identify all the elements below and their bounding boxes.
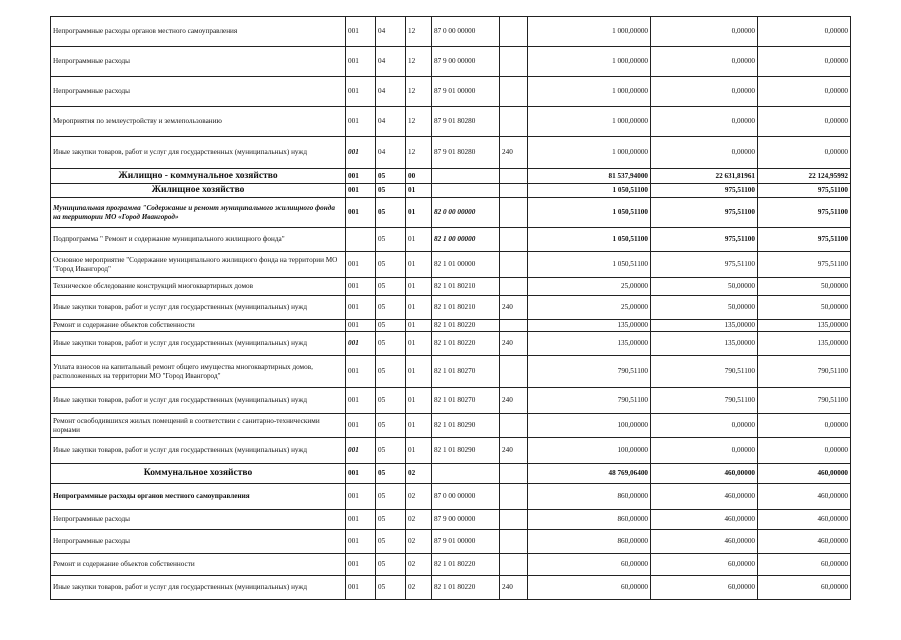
table-row (51, 464, 851, 484)
table-row (51, 332, 851, 356)
section-code-cell: 04 (376, 137, 406, 169)
expense-name-cell: Непрограммные расходы (51, 510, 346, 530)
amount-year-1-cell: 100,00000 (528, 438, 651, 464)
amount-year-2-cell: 975,51100 (651, 198, 758, 228)
expense-type-code-cell (500, 320, 528, 332)
target-article-code-cell: 87 9 01 00000 (432, 77, 500, 107)
section-code-cell: 05 (376, 464, 406, 484)
table-row (51, 47, 851, 77)
section-code-cell: 04 (376, 77, 406, 107)
amount-year-1-cell: 135,00000 (528, 332, 651, 356)
amount-year-3-cell: 975,51100 (758, 252, 851, 278)
target-article-code-cell: 82 1 01 80220 (432, 320, 500, 332)
grbs-code-cell: 001 (346, 47, 376, 77)
amount-year-3-cell: 460,00000 (758, 510, 851, 530)
amount-year-3-cell: 60,00000 (758, 576, 851, 600)
subsection-code-cell: 01 (406, 252, 432, 278)
amount-year-2-cell: 0,00000 (651, 438, 758, 464)
table-row (51, 438, 851, 464)
amount-year-2-cell: 460,00000 (651, 510, 758, 530)
amount-year-2-cell: 790,51100 (651, 388, 758, 414)
target-article-code-cell: 87 9 01 80280 (432, 137, 500, 169)
target-article-code-cell: 82 1 01 80290 (432, 438, 500, 464)
amount-year-1-cell: 790,51100 (528, 356, 651, 388)
target-article-code-cell: 82 1 01 00000 (432, 252, 500, 278)
amount-year-3-cell: 460,00000 (758, 530, 851, 554)
subsection-code-cell: 00 (406, 169, 432, 184)
amount-year-3-cell: 135,00000 (758, 332, 851, 356)
table-row (51, 356, 851, 388)
amount-year-1-cell: 1 000,00000 (528, 77, 651, 107)
expense-name-cell: Жилищное хозяйство (51, 184, 346, 198)
table-row (51, 388, 851, 414)
amount-year-2-cell: 0,00000 (651, 77, 758, 107)
target-article-code-cell: 82 1 01 80220 (432, 554, 500, 576)
amount-year-3-cell: 790,51100 (758, 388, 851, 414)
target-article-code-cell: 82 1 01 80220 (432, 576, 500, 600)
table-row (51, 576, 851, 600)
amount-year-2-cell: 50,00000 (651, 296, 758, 320)
expense-name-cell: Иные закупки товаров, работ и услуг для государственных (муниципальных) нужд (51, 137, 346, 169)
amount-year-1-cell: 1 000,00000 (528, 17, 651, 47)
table-row (51, 414, 851, 438)
expense-type-code-cell: 240 (500, 388, 528, 414)
amount-year-2-cell: 50,00000 (651, 278, 758, 296)
table-row (51, 169, 851, 184)
subsection-code-cell: 12 (406, 107, 432, 137)
section-code-cell: 05 (376, 320, 406, 332)
section-code-cell: 05 (376, 576, 406, 600)
expense-name-cell: Мероприятия по землеустройству и землепользованию (51, 107, 346, 137)
amount-year-3-cell: 0,00000 (758, 137, 851, 169)
amount-year-3-cell: 22 124,95992 (758, 169, 851, 184)
subsection-code-cell: 01 (406, 228, 432, 252)
grbs-code-cell (346, 228, 376, 252)
section-code-cell: 05 (376, 510, 406, 530)
amount-year-2-cell: 135,00000 (651, 332, 758, 356)
amount-year-1-cell: 135,00000 (528, 320, 651, 332)
expense-type-code-cell (500, 77, 528, 107)
subsection-code-cell: 01 (406, 296, 432, 320)
subsection-code-cell: 01 (406, 388, 432, 414)
amount-year-1-cell: 1 050,51100 (528, 252, 651, 278)
target-article-code-cell (432, 464, 500, 484)
grbs-code-cell: 001 (346, 320, 376, 332)
amount-year-1-cell: 1 000,00000 (528, 107, 651, 137)
table-row (51, 107, 851, 137)
amount-year-1-cell: 860,00000 (528, 530, 651, 554)
table-row (51, 296, 851, 320)
subsection-code-cell: 02 (406, 510, 432, 530)
amount-year-1-cell: 25,00000 (528, 278, 651, 296)
expense-name-cell: Муниципальная программа "Содержание и ремонт муниципального жилищного фонда на территории МО «Город Ивангород» (51, 198, 346, 228)
target-article-code-cell: 82 1 01 80270 (432, 356, 500, 388)
subsection-code-cell: 12 (406, 47, 432, 77)
expense-type-code-cell (500, 484, 528, 510)
subsection-code-cell: 01 (406, 356, 432, 388)
amount-year-3-cell: 60,00000 (758, 554, 851, 576)
expense-type-code-cell (500, 184, 528, 198)
table-row (51, 228, 851, 252)
target-article-code-cell: 82 0 00 00000 (432, 198, 500, 228)
amount-year-2-cell: 22 631,81961 (651, 169, 758, 184)
grbs-code-cell: 001 (346, 77, 376, 107)
amount-year-3-cell: 0,00000 (758, 414, 851, 438)
expense-type-code-cell (500, 228, 528, 252)
table-row (51, 17, 851, 47)
expense-type-code-cell (500, 47, 528, 77)
expense-type-code-cell: 240 (500, 332, 528, 356)
grbs-code-cell: 001 (346, 17, 376, 47)
target-article-code-cell: 82 1 00 00000 (432, 228, 500, 252)
subsection-code-cell: 02 (406, 484, 432, 510)
expense-name-cell: Ремонт и содержание объектов собственности (51, 554, 346, 576)
target-article-code-cell: 87 9 01 80280 (432, 107, 500, 137)
expense-name-cell: Непрограммные расходы (51, 77, 346, 107)
grbs-code-cell: 001 (346, 464, 376, 484)
amount-year-3-cell: 50,00000 (758, 278, 851, 296)
amount-year-1-cell: 1 050,51100 (528, 228, 651, 252)
target-article-code-cell: 87 0 00 00000 (432, 17, 500, 47)
expense-type-code-cell (500, 278, 528, 296)
section-code-cell: 04 (376, 17, 406, 47)
grbs-code-cell: 001 (346, 530, 376, 554)
grbs-code-cell: 001 (346, 137, 376, 169)
amount-year-3-cell: 0,00000 (758, 17, 851, 47)
amount-year-3-cell: 790,51100 (758, 356, 851, 388)
amount-year-3-cell: 0,00000 (758, 438, 851, 464)
target-article-code-cell: 82 1 01 80220 (432, 332, 500, 356)
target-article-code-cell (432, 169, 500, 184)
amount-year-1-cell: 81 537,94000 (528, 169, 651, 184)
amount-year-3-cell: 975,51100 (758, 198, 851, 228)
amount-year-2-cell: 60,00000 (651, 554, 758, 576)
target-article-code-cell: 87 9 00 00000 (432, 510, 500, 530)
amount-year-1-cell: 790,51100 (528, 388, 651, 414)
section-code-cell: 05 (376, 530, 406, 554)
amount-year-1-cell: 60,00000 (528, 554, 651, 576)
table-row (51, 77, 851, 107)
expense-type-code-cell: 240 (500, 296, 528, 320)
target-article-code-cell: 87 9 01 00000 (432, 530, 500, 554)
expense-type-code-cell (500, 169, 528, 184)
amount-year-2-cell: 135,00000 (651, 320, 758, 332)
expense-name-cell: Иные закупки товаров, работ и услуг для государственных (муниципальных) нужд (51, 388, 346, 414)
amount-year-2-cell: 790,51100 (651, 356, 758, 388)
amount-year-3-cell: 460,00000 (758, 464, 851, 484)
subsection-code-cell: 02 (406, 530, 432, 554)
grbs-code-cell: 001 (346, 510, 376, 530)
grbs-code-cell: 001 (346, 296, 376, 320)
amount-year-2-cell: 975,51100 (651, 184, 758, 198)
section-code-cell: 05 (376, 438, 406, 464)
grbs-code-cell: 001 (346, 198, 376, 228)
amount-year-1-cell: 25,00000 (528, 296, 651, 320)
expense-name-cell: Основное мероприятие "Содержание муниципального жилищного фонда на территории МО "Город Ивангород" (51, 252, 346, 278)
expense-name-cell: Жилищно - коммунальное хозяйство (51, 169, 346, 184)
expense-name-cell: Непрограммные расходы органов местного самоуправления (51, 17, 346, 47)
amount-year-2-cell: 460,00000 (651, 484, 758, 510)
subsection-code-cell: 01 (406, 320, 432, 332)
amount-year-1-cell: 1 000,00000 (528, 137, 651, 169)
target-article-code-cell: 82 1 01 80270 (432, 388, 500, 414)
expense-type-code-cell (500, 554, 528, 576)
expense-type-code-cell (500, 464, 528, 484)
grbs-code-cell: 001 (346, 107, 376, 137)
expense-name-cell: Непрограммные расходы (51, 530, 346, 554)
amount-year-2-cell: 460,00000 (651, 464, 758, 484)
grbs-code-cell: 001 (346, 554, 376, 576)
subsection-code-cell: 01 (406, 184, 432, 198)
amount-year-2-cell: 0,00000 (651, 137, 758, 169)
expense-type-code-cell (500, 356, 528, 388)
amount-year-1-cell: 60,00000 (528, 576, 651, 600)
section-code-cell: 05 (376, 554, 406, 576)
section-code-cell: 05 (376, 228, 406, 252)
grbs-code-cell: 001 (346, 438, 376, 464)
expense-type-code-cell (500, 510, 528, 530)
expense-type-code-cell: 240 (500, 576, 528, 600)
amount-year-3-cell: 460,00000 (758, 484, 851, 510)
expense-type-code-cell (500, 252, 528, 278)
table-row (51, 530, 851, 554)
amount-year-3-cell: 975,51100 (758, 184, 851, 198)
section-code-cell: 05 (376, 414, 406, 438)
table-row (51, 198, 851, 228)
subsection-code-cell: 01 (406, 278, 432, 296)
amount-year-1-cell: 1 000,00000 (528, 47, 651, 77)
amount-year-3-cell: 0,00000 (758, 77, 851, 107)
table-row (51, 278, 851, 296)
amount-year-3-cell: 975,51100 (758, 228, 851, 252)
target-article-code-cell: 82 1 01 80210 (432, 296, 500, 320)
grbs-code-cell: 001 (346, 332, 376, 356)
grbs-code-cell: 001 (346, 169, 376, 184)
target-article-code-cell (432, 184, 500, 198)
section-code-cell: 04 (376, 47, 406, 77)
table-row (51, 184, 851, 198)
amount-year-3-cell: 0,00000 (758, 47, 851, 77)
subsection-code-cell: 02 (406, 554, 432, 576)
expense-type-code-cell (500, 107, 528, 137)
table-row (51, 484, 851, 510)
table-body (51, 17, 851, 600)
expense-type-code-cell: 240 (500, 438, 528, 464)
grbs-code-cell: 001 (346, 278, 376, 296)
subsection-code-cell: 01 (406, 332, 432, 356)
subsection-code-cell: 12 (406, 77, 432, 107)
grbs-code-cell: 001 (346, 252, 376, 278)
amount-year-2-cell: 0,00000 (651, 17, 758, 47)
section-code-cell: 05 (376, 388, 406, 414)
expense-name-cell: Коммунальное хозяйство (51, 464, 346, 484)
expense-type-code-cell (500, 530, 528, 554)
expense-name-cell: Иные закупки товаров, работ и услуг для государственных (муниципальных) нужд (51, 438, 346, 464)
budget-table (50, 16, 851, 600)
section-code-cell: 05 (376, 184, 406, 198)
expense-name-cell: Иные закупки товаров, работ и услуг для государственных (муниципальных) нужд (51, 332, 346, 356)
table-row (51, 137, 851, 169)
target-article-code-cell: 82 1 01 80290 (432, 414, 500, 438)
subsection-code-cell: 02 (406, 576, 432, 600)
section-code-cell: 05 (376, 169, 406, 184)
section-code-cell: 05 (376, 296, 406, 320)
subsection-code-cell: 01 (406, 438, 432, 464)
amount-year-2-cell: 0,00000 (651, 414, 758, 438)
subsection-code-cell: 12 (406, 17, 432, 47)
section-code-cell: 05 (376, 356, 406, 388)
expense-name-cell: Иные закупки товаров, работ и услуг для государственных (муниципальных) нужд (51, 576, 346, 600)
amount-year-2-cell: 0,00000 (651, 47, 758, 77)
subsection-code-cell: 12 (406, 137, 432, 169)
section-code-cell: 05 (376, 198, 406, 228)
amount-year-2-cell: 975,51100 (651, 252, 758, 278)
expense-type-code-cell (500, 414, 528, 438)
target-article-code-cell: 82 1 01 80210 (432, 278, 500, 296)
amount-year-1-cell: 860,00000 (528, 484, 651, 510)
amount-year-2-cell: 975,51100 (651, 228, 758, 252)
amount-year-1-cell: 1 050,51100 (528, 198, 651, 228)
grbs-code-cell: 001 (346, 414, 376, 438)
grbs-code-cell: 001 (346, 388, 376, 414)
subsection-code-cell: 01 (406, 198, 432, 228)
amount-year-1-cell: 1 050,51100 (528, 184, 651, 198)
target-article-code-cell: 87 0 00 00000 (432, 484, 500, 510)
table-row (51, 252, 851, 278)
amount-year-2-cell: 460,00000 (651, 530, 758, 554)
grbs-code-cell: 001 (346, 576, 376, 600)
amount-year-3-cell: 50,00000 (758, 296, 851, 320)
expense-type-code-cell: 240 (500, 137, 528, 169)
expense-type-code-cell (500, 198, 528, 228)
expense-type-code-cell (500, 17, 528, 47)
grbs-code-cell: 001 (346, 484, 376, 510)
amount-year-2-cell: 60,00000 (651, 576, 758, 600)
table-row (51, 320, 851, 332)
expense-name-cell: Непрограммные расходы (51, 47, 346, 77)
expense-name-cell: Непрограммные расходы органов местного самоуправления (51, 484, 346, 510)
subsection-code-cell: 02 (406, 464, 432, 484)
amount-year-3-cell: 135,00000 (758, 320, 851, 332)
amount-year-1-cell: 100,00000 (528, 414, 651, 438)
amount-year-1-cell: 860,00000 (528, 510, 651, 530)
grbs-code-cell: 001 (346, 356, 376, 388)
section-code-cell: 05 (376, 278, 406, 296)
target-article-code-cell: 87 9 00 00000 (432, 47, 500, 77)
section-code-cell: 05 (376, 252, 406, 278)
expense-name-cell: Иные закупки товаров, работ и услуг для государственных (муниципальных) нужд (51, 296, 346, 320)
grbs-code-cell: 001 (346, 184, 376, 198)
expense-name-cell: Ремонт и содержание объектов собственности (51, 320, 346, 332)
subsection-code-cell: 01 (406, 414, 432, 438)
amount-year-3-cell: 0,00000 (758, 107, 851, 137)
table-row (51, 554, 851, 576)
section-code-cell: 05 (376, 332, 406, 356)
expense-name-cell: Уплата взносов на капитальный ремонт общего имущества многоквартирных домов, расположенных на территории МО "Город Ивангород" (51, 356, 346, 388)
amount-year-2-cell: 0,00000 (651, 107, 758, 137)
expense-name-cell: Подпрограмма " Ремонт и содержание муниципального жилищного фонда" (51, 228, 346, 252)
amount-year-1-cell: 48 769,06400 (528, 464, 651, 484)
expense-name-cell: Ремонт освободившихся жилых помещений в соответствии с санитарно-техническими нормами (51, 414, 346, 438)
table-row (51, 510, 851, 530)
section-code-cell: 04 (376, 107, 406, 137)
expense-name-cell: Техническое обследование конструкций многоквартирных домов (51, 278, 346, 296)
section-code-cell: 05 (376, 484, 406, 510)
